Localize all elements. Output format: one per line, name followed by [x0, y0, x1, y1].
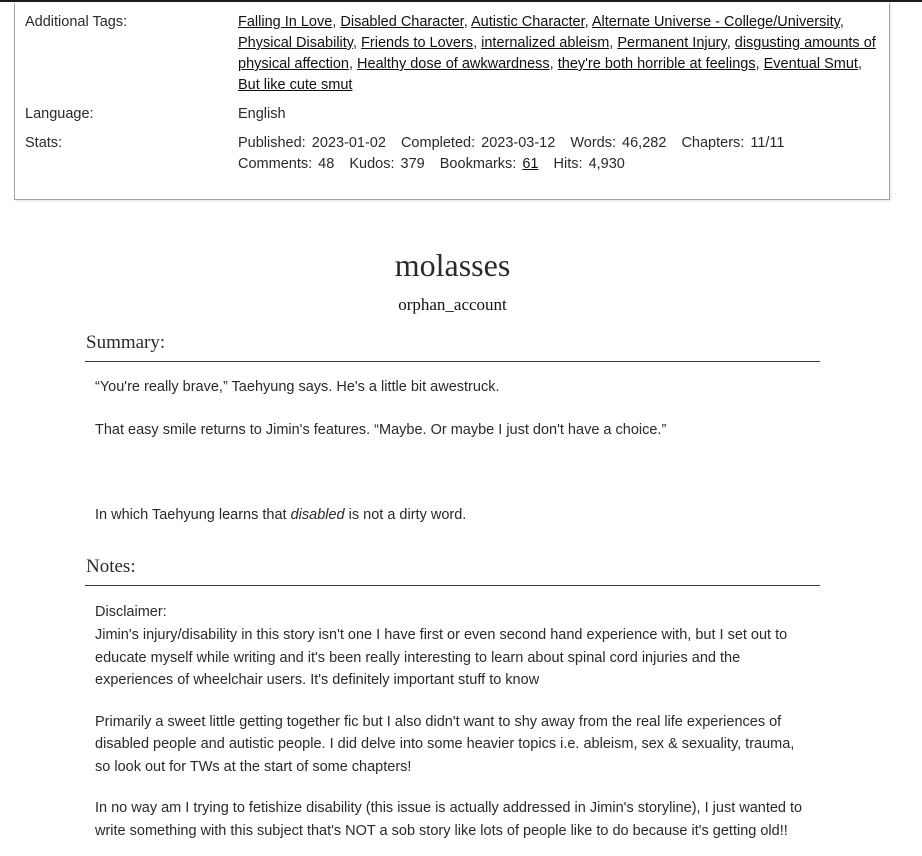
bookmarks-count-link[interactable]: 61	[522, 156, 539, 172]
tag-link[interactable]: Disabled Character	[340, 14, 464, 30]
summary-paragraph	[95, 463, 805, 485]
stat-item	[349, 156, 424, 172]
work-preface	[85, 247, 820, 843]
stats-label: Stats:	[25, 135, 63, 151]
stat-label: Bookmarks:	[439, 156, 517, 172]
summary-paragraph: That easy smile returns to Jimin's features. “Maybe. Or maybe I just don't have a choice.”	[95, 421, 667, 438]
stat-value: 2023-01-02	[311, 135, 386, 151]
stat-value: 2023-03-12	[481, 135, 556, 151]
notes-heading: Notes:	[85, 556, 820, 586]
additional-tags-label: Additional Tags:	[25, 14, 128, 30]
stat-item	[570, 135, 666, 151]
summary-module	[85, 332, 820, 527]
summary-content	[95, 377, 805, 527]
additional-tags-row	[25, 12, 877, 96]
additional-tags-list: Falling In Love, Disabled Character, Autistic Character, Alternate Universe - College/University, Physical Disability, Friends to Lovers, internalized ableism, Permanent Injury, disgusting amounts of physical affection, Healthy dose of awkwardness, they're both horrible at feelings, Eventual Smut, But like cute smut	[238, 14, 876, 93]
stat-item	[681, 135, 784, 151]
author-link[interactable]: orphan_account	[398, 295, 507, 314]
notes-paragraph: Primarily a sweet little getting together fic but I also didn't want to shy away from the real life experiences of disabled people and autistic people. I did delve into some heavier topics i.e. ableism, sex & sexuality, trauma, so look out for TWs at the start of some chapters!	[95, 713, 795, 776]
stat-value: 4,930	[588, 156, 625, 172]
stat-label: Published:	[238, 135, 306, 151]
work-title: molasses	[394, 247, 511, 283]
language-row	[25, 104, 877, 125]
stats-row	[25, 133, 877, 175]
stat-item	[238, 135, 386, 151]
stat-value: 379	[400, 156, 425, 172]
tag-link[interactable]: Eventual Smut	[763, 56, 858, 72]
tag-link[interactable]: Autistic Character	[470, 14, 585, 30]
tag-link[interactable]: internalized ableism	[481, 35, 610, 51]
notes-module	[85, 556, 820, 843]
stat-value: 11/11	[750, 135, 785, 151]
tag-link[interactable]: Physical Disability	[238, 35, 353, 51]
stat-label: Kudos:	[349, 156, 395, 172]
stat-item	[554, 156, 625, 172]
stat-item	[401, 135, 555, 151]
tag-link[interactable]: they're both horrible at feelings	[557, 56, 756, 72]
stats-list	[238, 133, 877, 175]
notes-paragraph: In no way am I trying to fetishize disability (this issue is actually addressed in Jimin's storyline), I just wanted to write something with this subject that's NOT a sob story like lots of people like to do because it's getting old!!	[95, 800, 803, 840]
stat-item	[440, 156, 539, 172]
tag-link[interactable]: Falling In Love	[238, 14, 333, 30]
language-label: Language:	[25, 106, 94, 122]
notes-paragraph: Disclaimer: Jimin's injury/disability in this story isn't one I have first or even second hand experience with, but I set out to educate myself while writing and it's been really interesting to learn about spinal cord injuries and the experiences of wheelchair users. It's definitely important stuff to know	[95, 604, 788, 689]
stat-label: Words:	[570, 135, 617, 151]
stat-item	[238, 156, 334, 172]
tag-link[interactable]: Friends to Lovers	[361, 35, 474, 51]
tag-link[interactable]: Alternate Universe - College/University	[591, 14, 840, 30]
page-top-border	[0, 0, 922, 2]
tag-link[interactable]: Healthy dose of awkwardness	[357, 56, 550, 72]
summary-paragraph: “You're really brave,” Taehyung says. He's a little bit awestruck.	[95, 379, 500, 395]
stat-label: Comments:	[238, 156, 313, 172]
notes-content	[95, 601, 805, 843]
stat-label: Hits:	[553, 156, 583, 172]
tag-link[interactable]: Permanent Injury	[617, 35, 727, 51]
stat-label: Chapters:	[681, 135, 745, 151]
italic-text: disabled	[290, 507, 345, 524]
tag-link[interactable]: disgusting amounts of physical affection	[238, 35, 876, 72]
language-value: English	[238, 106, 286, 122]
tag-link[interactable]: But like cute smut	[238, 77, 353, 93]
stat-value: 48	[318, 156, 335, 172]
stat-value: 46,282	[622, 135, 667, 151]
work-metadata-box	[14, 3, 890, 200]
summary-heading: Summary:	[85, 332, 820, 362]
stat-label: Completed:	[400, 135, 476, 151]
summary-paragraph: In which Taehyung learns that disabled is not a dirty word.	[95, 507, 467, 524]
